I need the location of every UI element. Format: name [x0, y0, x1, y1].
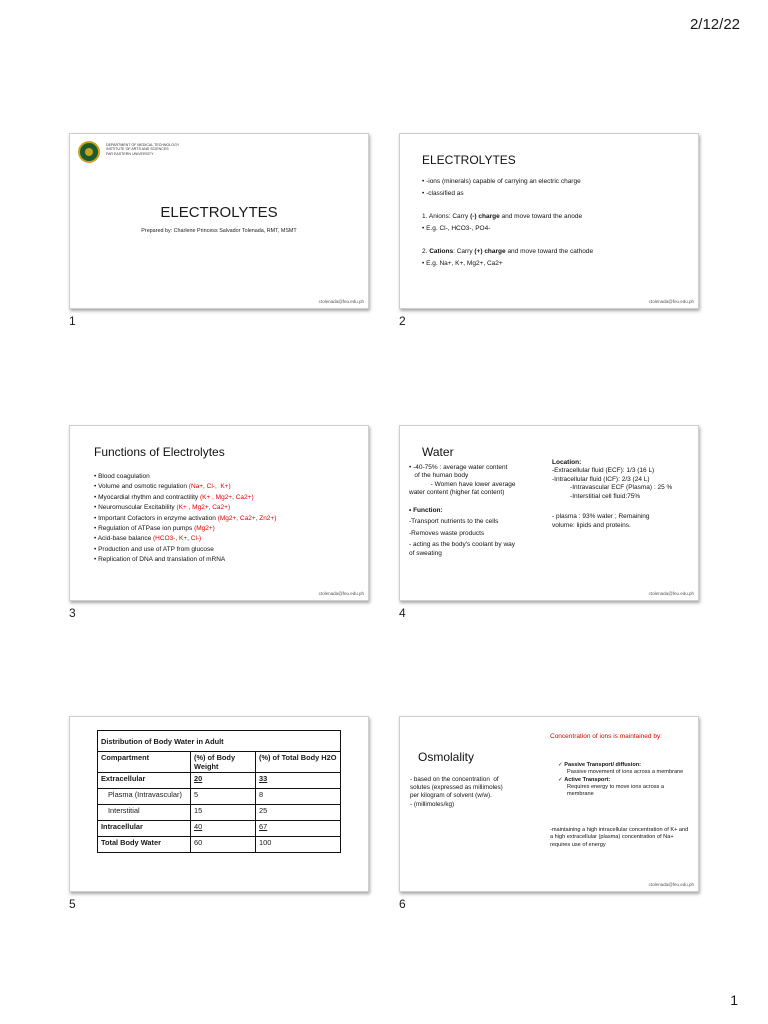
table-row: Interstitial 15 25	[98, 805, 341, 821]
slide-number: 6	[399, 897, 406, 911]
table-caption: Distribution of Body Water in Adult	[98, 731, 341, 752]
slide-3	[69, 425, 369, 601]
slide-5	[69, 716, 369, 892]
table-header-row: Compartment (%) of Body Weight (%) of Total Body H2O	[98, 752, 341, 773]
maintenance-heading: Concentration of ions is maintained by:	[550, 733, 663, 740]
slide-4	[399, 425, 699, 601]
slide-title: Functions of Electrolytes	[94, 445, 225, 459]
transport-list: ✓ Passive Transport/ diffusion: Passive movement of ions across a membrane ✓ Active Transport: Requires energy to move ions across a membrane	[558, 762, 684, 798]
list-item: • Volume and osmotic regulation (Na+, Cl-, K+)	[94, 483, 231, 491]
water-location-text: Location: -Extracellular fluid (ECF): 1/3 (16 L) -Intracellular fluid (ICF): 2/3 (24 L) -Intravascular ECF (Plasma) : 25 % -Interstitial cell fluid:75% - plasma : 93% water ; Remaining volume: lipids and proteins.	[552, 459, 673, 529]
list-item: • Production and use of ATP from glucose	[94, 545, 214, 553]
slide-footer-email: ctolenada@feu.edu.ph	[648, 299, 694, 304]
slide-title: ELECTROLYTES	[160, 204, 278, 221]
list-item: • Blood coagulation	[94, 473, 150, 480]
check-icon: ✓	[558, 762, 565, 768]
list-item: • Replication of DNA and translation of mRNA	[94, 556, 226, 564]
slide-title: Osmolality	[418, 750, 475, 764]
slide-footer-email: ctolenada@feu.edu.ph	[318, 591, 364, 596]
check-icon: ✓	[558, 776, 565, 783]
slide-number: 3	[69, 606, 76, 620]
table-row: Total Body Water 60 100	[98, 837, 341, 853]
slide-footer-email: ctolenada@feu.edu.ph	[318, 299, 364, 304]
slide-number: 4	[399, 606, 406, 620]
slide-footer-email: ctolenada@feu.edu.ph	[648, 591, 694, 596]
page-number: 1	[730, 992, 738, 1008]
slide-1	[69, 133, 369, 309]
slide-footer-email: ctolenada@feu.edu.ph	[648, 882, 694, 887]
slide-2	[399, 133, 699, 309]
water-left-text: • -40-75% : average water content of the human body - Women have lower average water content (higher fat content) • Function: -Transport nutrients to the cells -Removes waste products - acting as the body's coolant by way of sweating	[409, 464, 516, 557]
slide-body: • -ions (minerals) capable of carrying an electric charge • -classified as 1. Anions: Carry (-) charge and move toward the anode • E.g. Cl-, HCO3-, PO4- 2. Cations: Carry (+) charge and move toward the cathode • E.g. Na+, K+, Mg2+, Ca2+	[422, 178, 594, 268]
slide-title: ELECTROLYTES	[422, 153, 516, 167]
list-item: • Regulation of ATPase ion pumps (Mg2+)	[94, 524, 215, 532]
energy-note: -maintaining a high intracellular concentration of K+ and a high extracellular (plasma) concentration of Na+ requires use of energy	[550, 827, 689, 848]
table-row: Plasma (Intravascular) 5 8	[98, 789, 341, 805]
functions-list	[94, 472, 276, 566]
print-date: 2/12/22	[689, 16, 740, 33]
institution-text: DEPARTMENT OF MEDICAL TECHNOLOGY INSTITUTE OF ARTS AND SCIENCES FAR EASTERN UNIVERSITY	[106, 143, 180, 156]
slide-number: 2	[399, 314, 406, 328]
slide-number: 5	[69, 897, 76, 911]
slide-number: 1	[69, 314, 76, 328]
slide-title: Water	[422, 445, 454, 459]
osmolality-text: - based on the concentration of solutes (expressed as millimoles) per kilogram of solvent (w/w). - (millimoles/kg)	[410, 776, 503, 808]
prepared-by: Prepared by: Charlene Princess Salvador Tolenada, RMT, MSMT	[141, 228, 297, 234]
list-item: • Important Cofactors in enzyme activation (Mg2+, Ca2+, Zn2+)	[94, 514, 277, 522]
list-item: • Acid-base balance (HCO3-, K+, Cl-)	[94, 535, 202, 543]
table-row: Intracellular 40 67	[98, 821, 341, 837]
list-item: • Myocardial rhythm and contractility (K+ , Mg2+, Ca2+)	[94, 493, 254, 501]
table-row: Extracellular 20 33	[98, 773, 341, 789]
slide-6	[399, 716, 699, 892]
body-water-table	[97, 730, 341, 853]
list-item: • Neuromuscular Excitability (K+ , Mg2+, Ca2+)	[94, 504, 231, 512]
university-seal-icon	[78, 141, 100, 163]
